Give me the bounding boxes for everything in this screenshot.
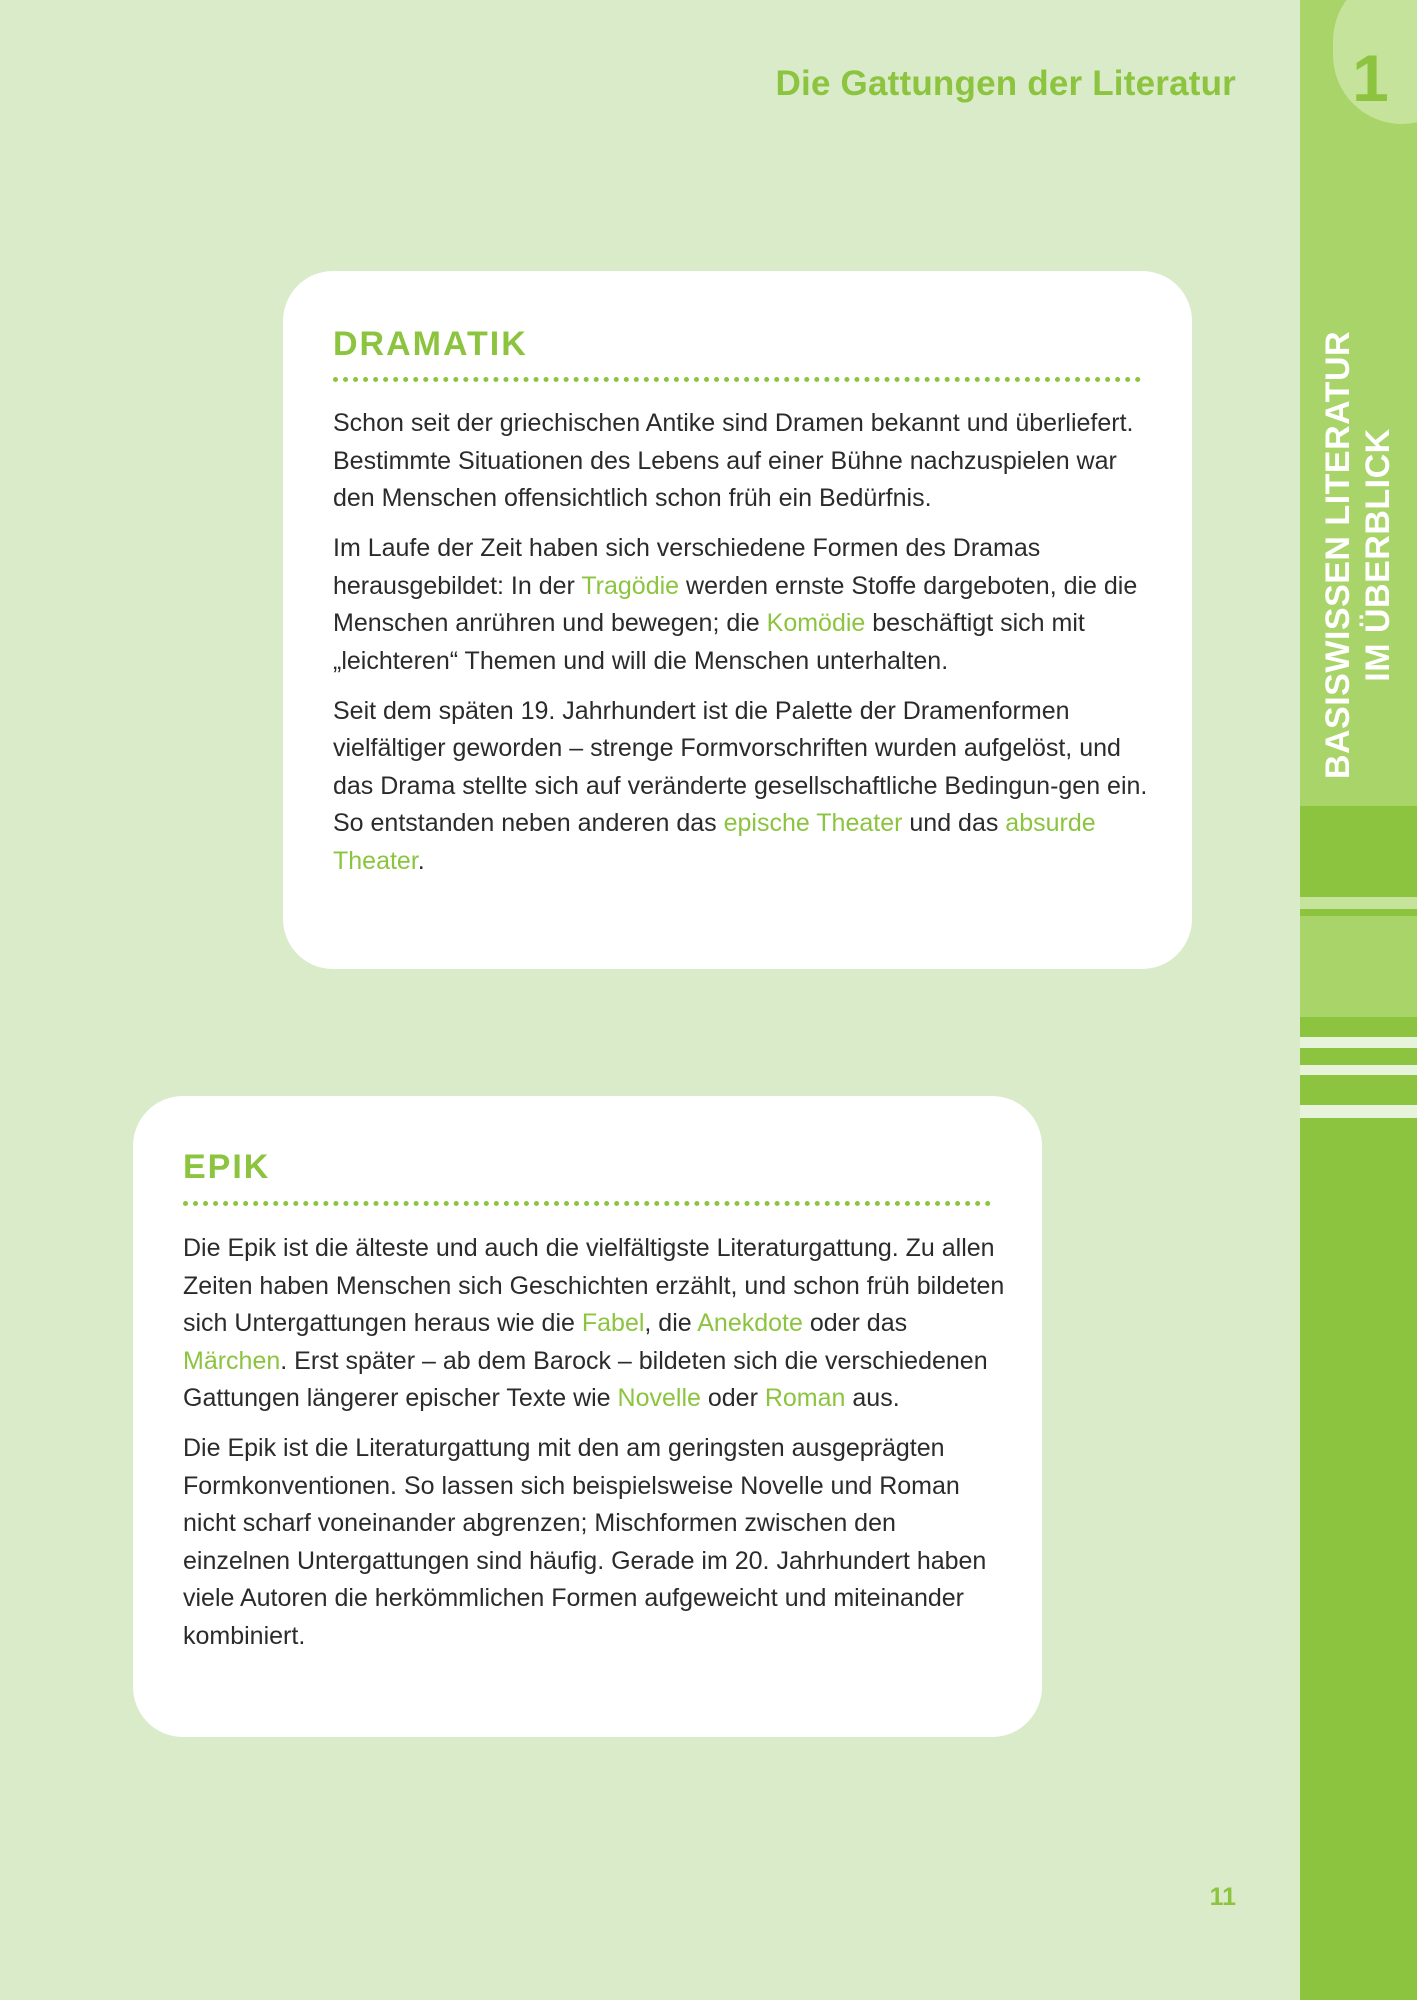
page-number: 11 — [1209, 1883, 1236, 1911]
term-episches-theater: epische Theater — [723, 809, 903, 837]
term-tragoedie: Tragödie — [581, 571, 680, 600]
dramatik-paragraph-2 — [333, 530, 1159, 680]
sidebar-stripe — [1300, 1105, 1417, 1118]
page-title: Die Gattungen der Literatur — [775, 64, 1236, 103]
text-run: , die — [644, 1309, 698, 1337]
text-run: oder das — [802, 1309, 908, 1337]
term-fabel: Fabel — [581, 1309, 645, 1337]
term-roman: Roman — [764, 1384, 846, 1412]
chapter-sidebar — [1300, 0, 1417, 2000]
term-maerchen: Märchen — [183, 1346, 281, 1375]
dramatik-body — [333, 405, 1159, 893]
sidebar-section-label — [1318, 331, 1398, 779]
sidebar-stripe — [1300, 897, 1417, 909]
sidebar-label-line-1: BASISWISSEN LITERATUR — [1319, 330, 1357, 780]
text-run: . — [417, 846, 425, 875]
term-anekdote: Anekdote — [697, 1309, 803, 1337]
text-run: aus. — [845, 1384, 900, 1412]
term-absurdes-theater: absurde Theater — [333, 809, 1096, 875]
heading-divider — [333, 377, 1141, 382]
sidebar-label-line-2: IM ÜBERBLICK — [1359, 428, 1397, 682]
epik-paragraph-1 — [183, 1230, 1009, 1418]
sidebar-stripe — [1300, 1037, 1417, 1048]
chapter-number: 1 — [1352, 41, 1389, 115]
dramatik-heading: DRAMATIK — [333, 325, 528, 363]
text-run: beschäftigt sich mit „leichteren“ Themen und will die Menschen unterhalten. — [333, 609, 1085, 675]
sidebar-stripe — [1300, 1065, 1417, 1075]
epik-paragraph-2: Die Epik ist die Literaturgattung mit den am geringsten ausgeprägten Formkonventionen. So lassen sich beispielsweise Novelle und Roman nicht scharf voneinander abgrenzen; Mischformen zwischen den einzelnen Untergattungen sind häufig. Gerade im 20. Jahrhundert haben viele Autoren die herkömmlichen Formen aufgeweicht und miteinander kombiniert. — [183, 1434, 987, 1650]
text-run: Seit dem späten 19. Jahrhundert ist die Palette der Dramenformen vielfältiger geworden – strenge Formvorschriften wurden aufgelöst, und das Drama stellte sich auf veränderte gesellschaftliche Bedingun-gen ein. So entstanden neben anderen das — [333, 696, 1148, 837]
text-run: Im Laufe der Zeit haben sich verschiedene Formen des Dramas herausgebildet: In der — [333, 534, 1041, 600]
text-run: und das — [902, 809, 1006, 837]
sidebar-stripe — [1300, 916, 1417, 1017]
term-komoedie: Komödie — [766, 609, 866, 637]
dramatik-paragraph-1: Schon seit der griechischen Antike sind Dramen bekannt und überliefert. Bestimmte Situationen des Lebens auf einer Bühne nachzuspielen war den Menschen offensichtlich schon früh ein Bedürfnis. — [333, 409, 1134, 512]
text-run: . Erst später – ab dem Barock – bildeten sich die verschiedenen Gattungen längerer epischer Texte wie — [183, 1346, 988, 1412]
dramatik-card — [283, 271, 1192, 969]
epik-body — [183, 1230, 1009, 1668]
epik-heading: EPIK — [183, 1148, 271, 1186]
text-run: werden ernste Stoffe dargeboten, die die Menschen anrühren und bewegen; die — [333, 571, 1138, 637]
term-novelle: Novelle — [617, 1384, 701, 1412]
epik-card — [133, 1096, 1042, 1737]
heading-divider — [183, 1201, 991, 1206]
text-run: Die Epik ist die älteste und auch die vielfältigste Literaturgattung. Zu allen Zeiten haben Menschen sich Geschichten erzählt, und schon früh bildeten sich Untergattungen heraus wie die — [183, 1234, 1005, 1337]
text-run: oder — [700, 1384, 765, 1412]
dramatik-paragraph-3 — [333, 693, 1159, 881]
